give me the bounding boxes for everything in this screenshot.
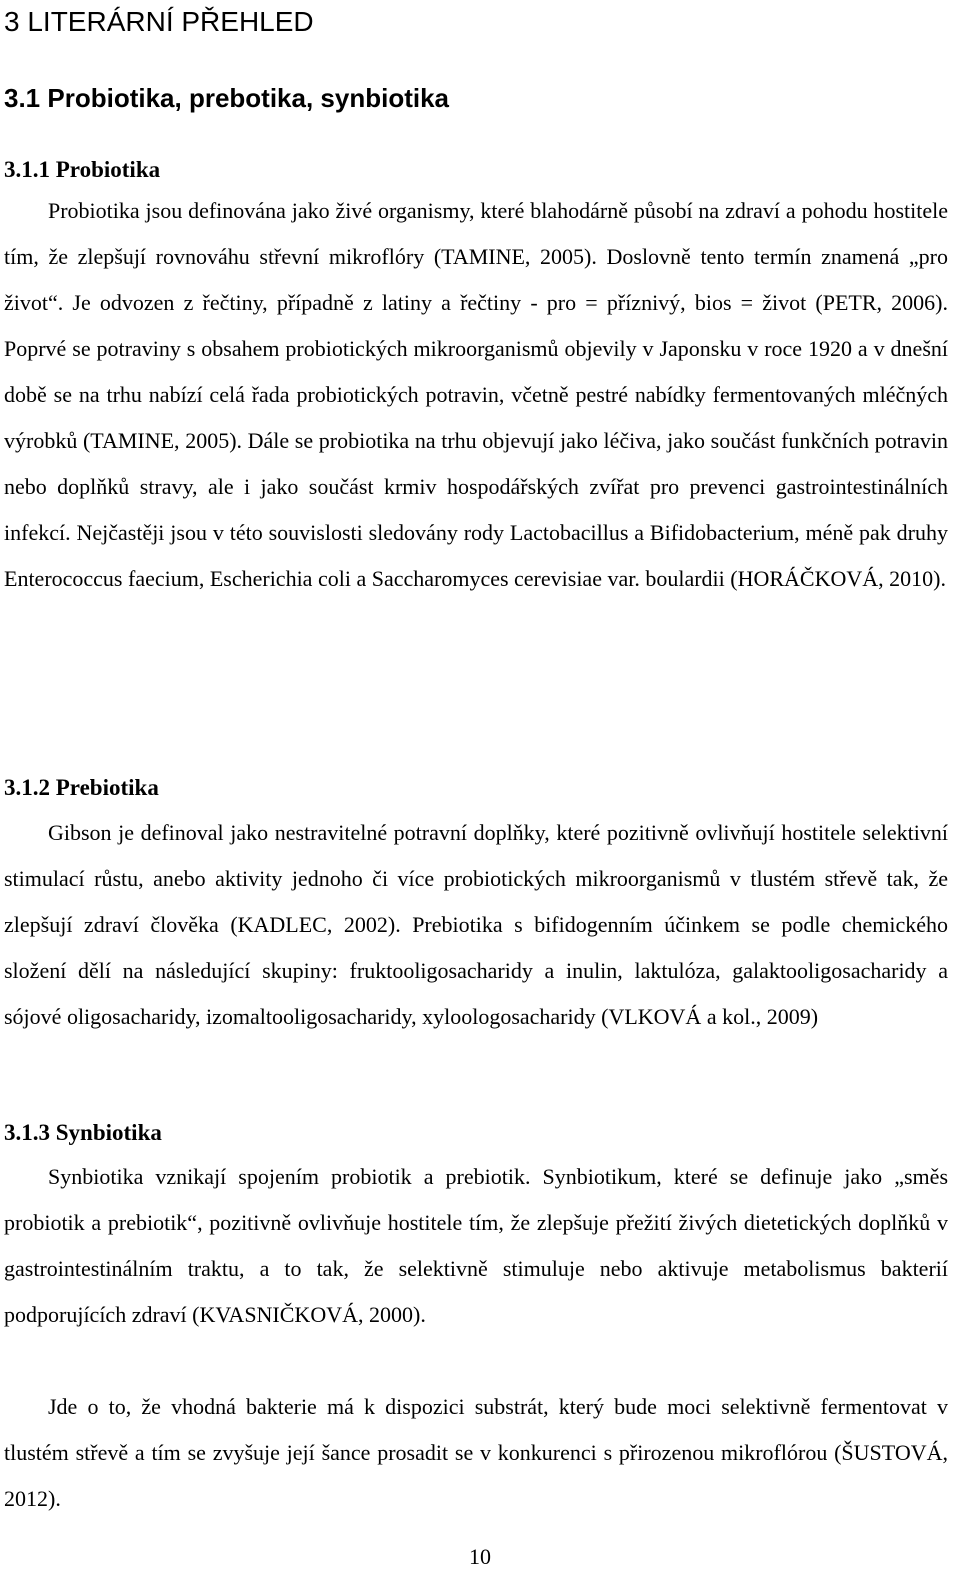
paragraph-synbiotika-1: Synbiotika vznikají spojením probiotik a prebiotik. Synbiotikum, které se definuje jako „směs probiotik a prebiotik“, pozitivně ovlivňuje hostitele tím, že zlepšuje přežití živých dietetických doplňků v gastrointestinálním traktu, a to tak, že selektivně stimuluje nebo aktivuje metabolismus bakterií podporujících zdraví (KVASNIČKOVÁ, 2000). <box>4 1164 948 1327</box>
paragraph-synbiotika-2: Jde o to, že vhodná bakterie má k dispozici substrát, který bude moci selektivně fermentovat v tlustém střevě a tím se zvyšuje její šance prosadit se v konkurenci s přirozenou mikroflórou (ŠUSTOVÁ, 2012). <box>4 1394 948 1511</box>
page-number: 10 <box>469 1544 491 1569</box>
subsection-heading-prebiotika: 3.1.2 Prebiotika <box>4 775 159 800</box>
chapter-heading: 3 LITERÁRNÍ PŘEHLED <box>4 6 314 37</box>
paragraph-probiotika: Probiotika jsou definována jako živé organismy, které blahodárně působí na zdraví a pohodu hostitele tím, že zlepšují rovnováhu střevní mikroflóry (TAMINE, 2005). Doslovně tento termín znamená „pro život“. Je odvozen z řečtiny, případně z latiny a řečtiny - pro = příznivý, bios = život (PETR, 2006). Poprvé se potraviny s obsahem probiotických mikroorganismů objevily v Japonsku v roce 1920 a v dnešní době se na trhu nabízí celá řada probiotických potravin, včetně pestré nabídky fermentovaných mléčných výrobků (TAMINE, 2005). Dále se probiotika na trhu objevují jako léčiva, jako součást funkčních potravin nebo doplňků stravy, ale i jako součást krmiv hospodářských zvířat pro prevenci gastrointestinálních infekcí. Nejčastěji jsou v této souvislosti sledovány rody Lactobacillus a Bifidobacterium, méně pak druhy Enterococcus faecium, Escherichia coli a Saccharomyces cerevisiae var. boulardii (HORÁČKOVÁ, 2010). <box>4 198 948 591</box>
section-heading: 3.1 Probiotika, prebotika, synbiotika <box>4 83 450 113</box>
subsection-heading-synbiotika: 3.1.3 Synbiotika <box>4 1120 162 1145</box>
subsection-heading-probiotika: 3.1.1 Probiotika <box>4 157 161 182</box>
paragraph-prebiotika: Gibson je definoval jako nestravitelné potravní doplňky, které pozitivně ovlivňují hostitele selektivní stimulací růstu, anebo aktivity jednoho či více probiotických mikroorganismů v tlustém střevě tak, že zlepšují zdraví člověka (KADLEC, 2002). Prebiotika s bifidogenním účinkem se podle chemického složení dělí na následující skupiny: fruktooligosacharidy a inulin, laktulóza, galaktooligosacharidy a sójové oligosacharidy, izomaltooligosacharidy, xyloologosacharidy (VLKOVÁ a kol., 2009) <box>4 820 948 1029</box>
